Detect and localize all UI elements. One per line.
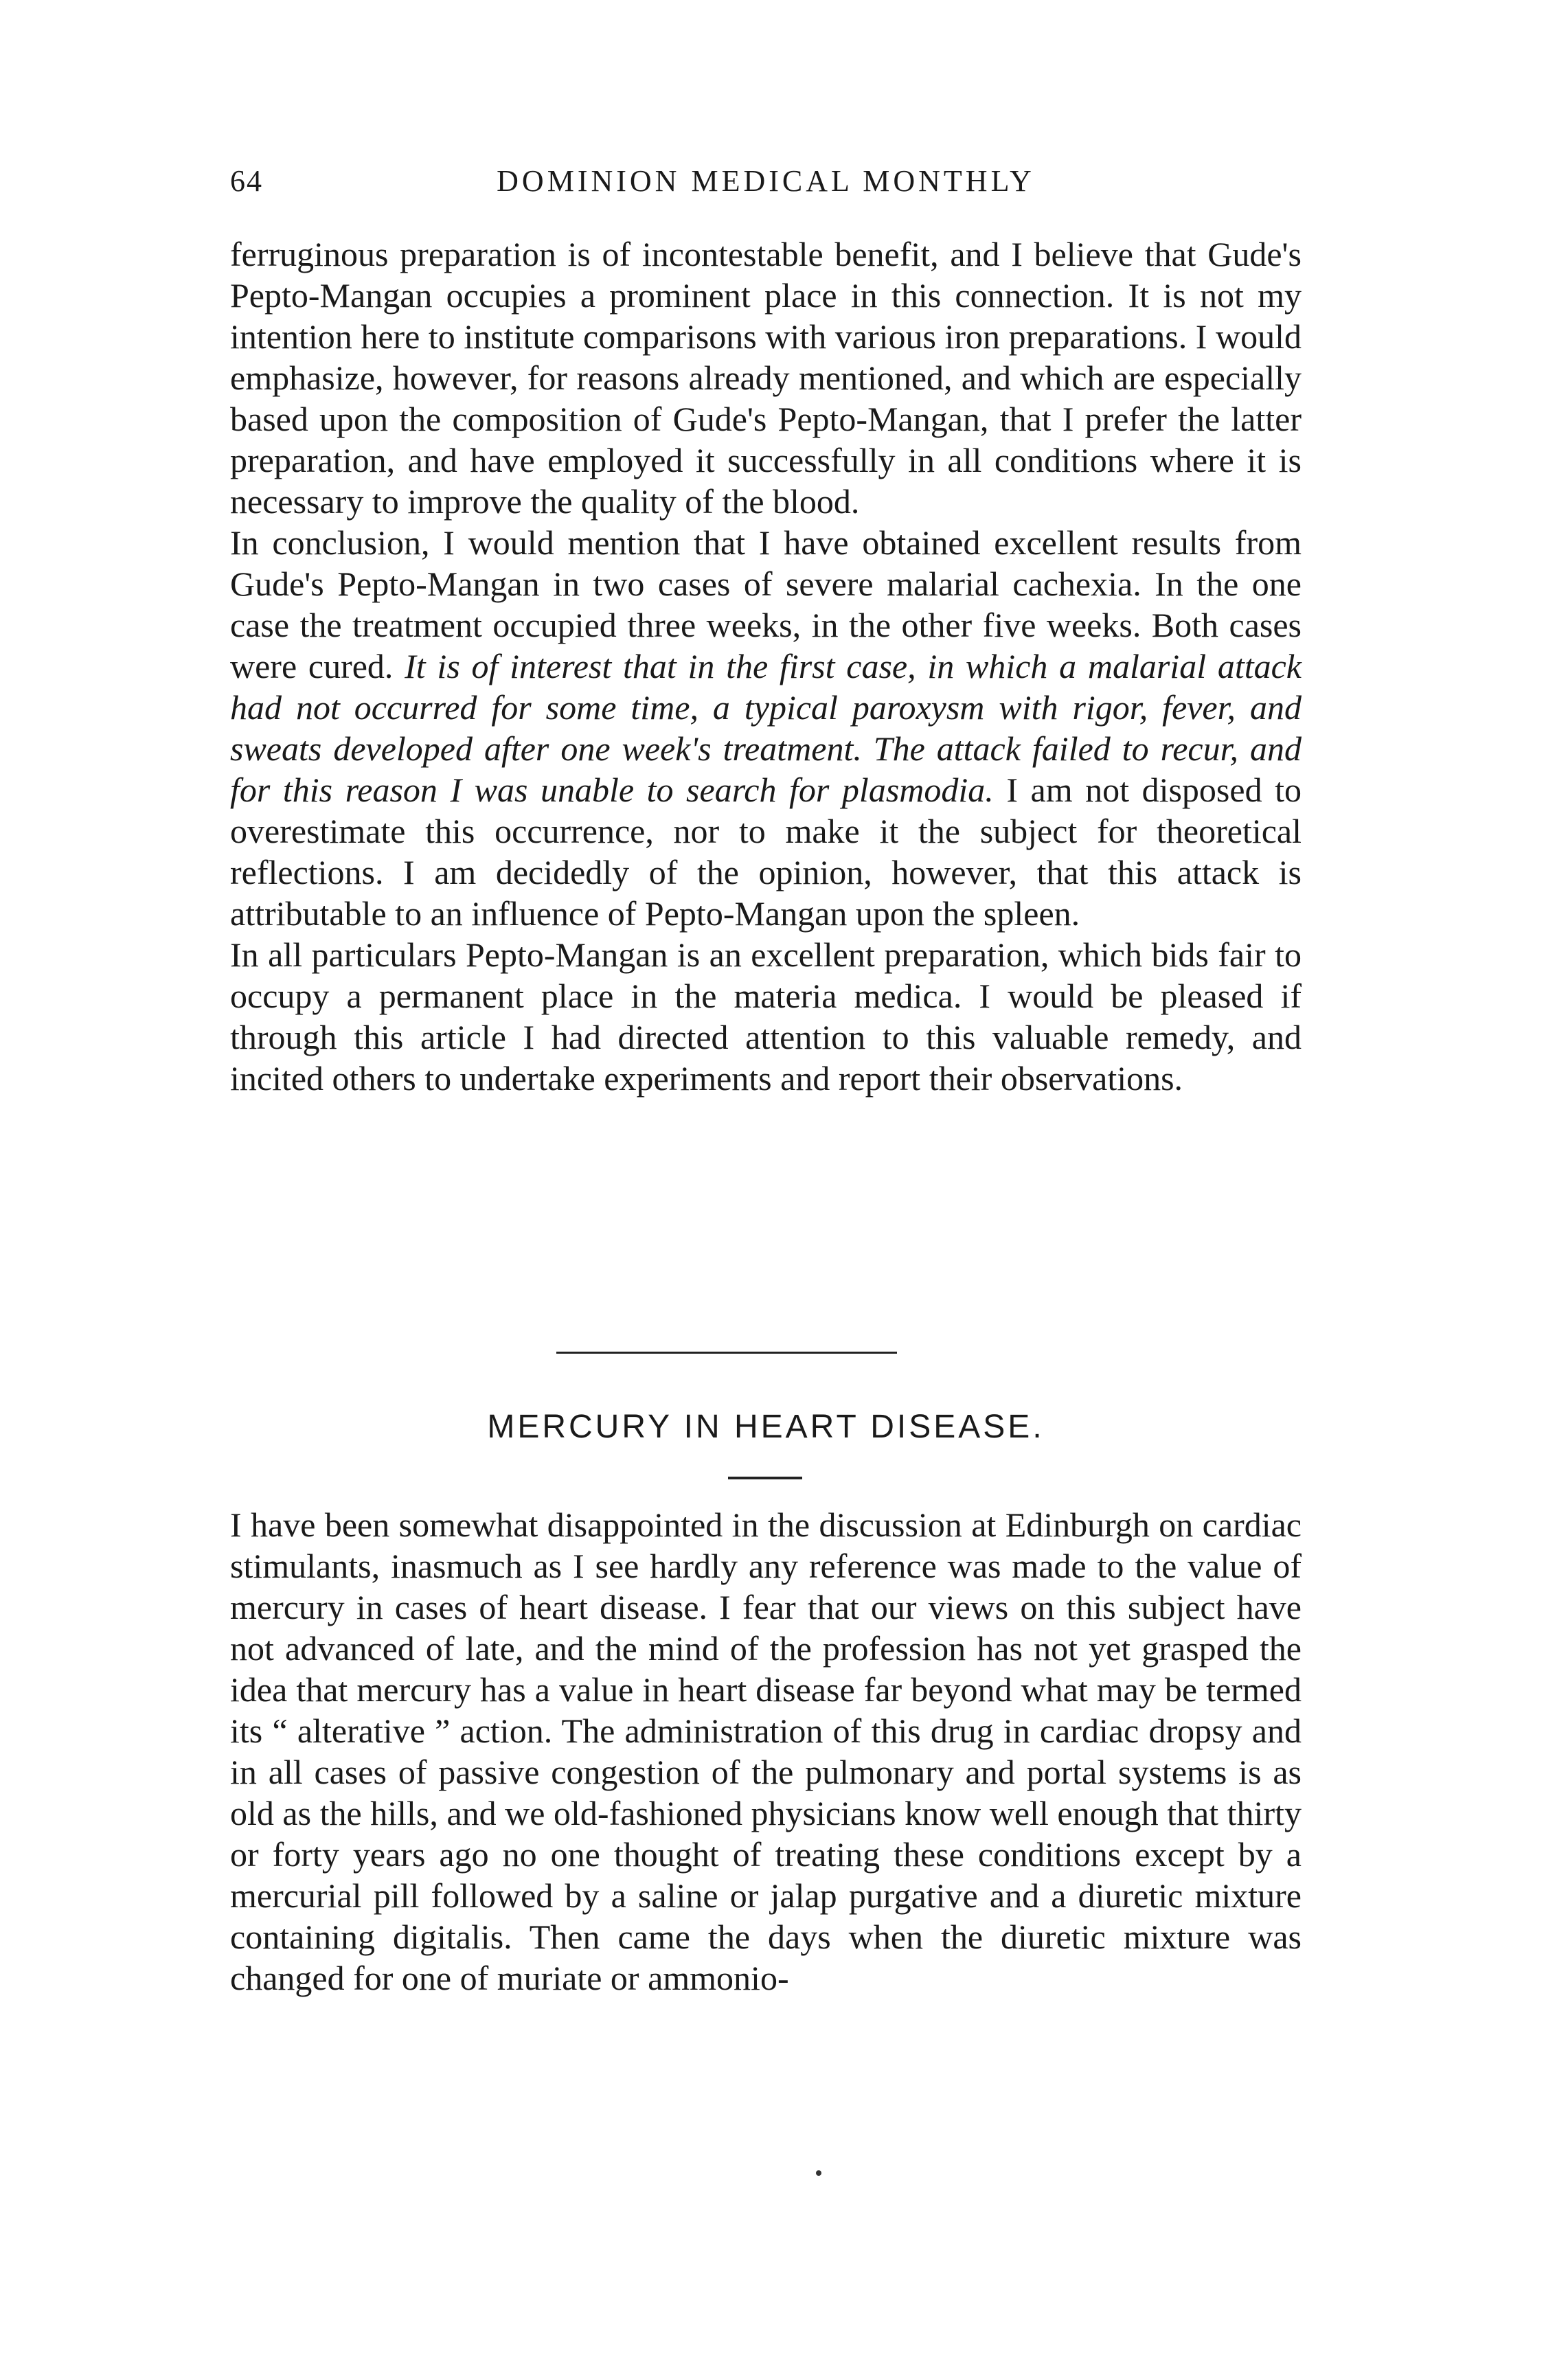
section-heading: MERCURY IN HEART DISEASE. — [487, 1409, 1045, 1445]
text-span: I am not disposed to overestimate this occurrence, nor to make it the subject for theoretical reflections. I am decidedly of the opinion, however, that this attack is attributable to an influence of Pepto-Mangan upon the spleen. — [230, 771, 1302, 933]
page-number: 64 — [230, 164, 263, 198]
section-divider — [556, 1352, 897, 1354]
paragraph-1 — [230, 234, 1302, 522]
paragraph-4 — [230, 1504, 1302, 1999]
paragraph-2 — [230, 522, 1302, 934]
ink-speck — [816, 2170, 821, 2176]
article-continuation — [230, 234, 1302, 1099]
text-span: In conclusion, I would mention that I have obtained excellent results from Gude's Pepto-Mangan in two cases of severe malarial cachexia. In the one case the treatment occupied three weeks, in the other five weeks. Both cases were cured. — [230, 523, 1302, 685]
paragraph-3 — [230, 934, 1302, 1099]
running-head — [230, 163, 1302, 212]
text-span: I have been somewhat disappointed in the discussion at Edinburgh on cardiac stimulants, inasmuch as I see hardly any reference was made to the value of mercury in cases of heart disease. I fear that our views on this subject have not advanced of late, and the mind of the profession has not yet grasped the idea that mercury has a value in heart disease far beyond what may be termed its “ alterative ” action. The administration of this drug in cardiac dropsy and in all cases of passive congestion of the pulmonary and portal systems is as old as the hills, and we old-fashioned physicians know well enough that thirty or forty years ago no one thought of treating these conditions except by a mercurial pill followed by a saline or jalap purgative and a diuretic mixture containing digitalis. Then came the days when the diuretic mixture was changed for one of muriate or ammonio- — [230, 1505, 1302, 1997]
text-span: In all particulars Pepto-Mangan is an excellent preparation, which bids fair to occupy a permanent place in the materia medica. I would be pleased if through this article I had directed attention to this valuable remedy, and incited others to undertake experiments and report their observations. — [230, 935, 1302, 1098]
section-body — [230, 1504, 1302, 1999]
heading-rule — [728, 1477, 802, 1479]
italic-passage: It is of interest that in the first case, in which a malarial attack had not occurred for some time, a typical paroxysm with rigor, fever, and sweats developed after one week's treatment. The attack failed to recur, and for this reason I was unable to search for plasmodia. — [230, 647, 1302, 809]
text-span: ferruginous preparation is of incontestable benefit, and I believe that Gude's Pepto-Mangan occupies a prominent place in this connection. It is not my intention here to institute comparisons with various iron preparations. I would emphasize, however, for reasons already mentioned, and which are especially based upon the composition of Gude's Pepto-Mangan, that I prefer the latter preparation, and have employed it successfully in all conditions where it is necessary to improve the quality of the blood. — [230, 235, 1302, 521]
journal-title: DOMINION MEDICAL MONTHLY — [497, 164, 1035, 198]
